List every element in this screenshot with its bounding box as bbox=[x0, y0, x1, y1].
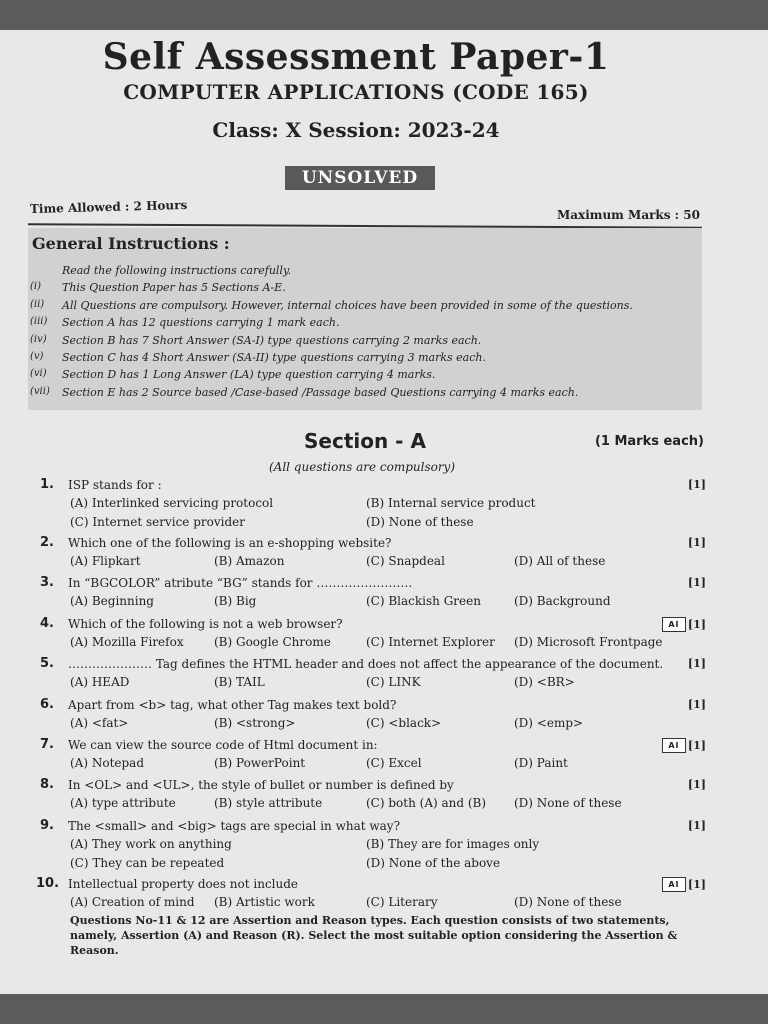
answer-option: (B) Internal service product bbox=[366, 496, 536, 510]
question-item bbox=[0, 876, 768, 916]
marks-value: [1] bbox=[687, 617, 706, 631]
unsolved-badge: UNSOLVED bbox=[285, 166, 435, 190]
instruction-item bbox=[28, 299, 702, 316]
instruction-item bbox=[28, 368, 702, 385]
maximum-marks: Maximum Marks : 50 bbox=[556, 208, 700, 222]
question-text: We can view the source code of Html document in: bbox=[68, 738, 378, 752]
question-marks bbox=[662, 877, 706, 892]
section-marks: (1 Marks each) bbox=[594, 434, 704, 449]
question-item bbox=[0, 697, 768, 737]
answer-option: (D) Paint bbox=[514, 756, 568, 770]
question-text: In <OL> and <UL>, the style of bullet or number is defined by bbox=[68, 778, 454, 793]
answer-option: (B) Big bbox=[214, 594, 257, 609]
question-paper-page bbox=[0, 30, 768, 994]
answer-option: (D) None of these bbox=[514, 796, 622, 811]
answer-option: (D) Background bbox=[514, 594, 611, 609]
instructions-title: General Instructions : bbox=[32, 234, 230, 253]
answer-option: (D) <BR> bbox=[514, 675, 575, 690]
question-marks bbox=[688, 657, 706, 670]
answer-option: (A) Flipkart bbox=[70, 554, 141, 568]
answer-option: (C) They can be repeated bbox=[70, 855, 225, 870]
question-text: In “BGCOLOR” atribute “BG” stands for …………………… bbox=[68, 576, 413, 591]
section-note: (All questions are compulsory) bbox=[268, 460, 456, 474]
marks-value: [1] bbox=[687, 739, 706, 752]
instruction-text: Section B has 7 Short Answer (SA-I) type questions carrying 2 marks each. bbox=[62, 333, 482, 347]
instruction-text: Read the following instructions carefully. bbox=[62, 264, 292, 277]
marks-value: [1] bbox=[687, 576, 706, 590]
answer-option: (B) <strong> bbox=[214, 715, 296, 730]
answer-option: (A) Notepad bbox=[70, 756, 145, 770]
question-item bbox=[0, 575, 768, 615]
instructions-list bbox=[28, 264, 702, 403]
answer-option: (D) <emp> bbox=[514, 715, 584, 730]
section-title: Section - A bbox=[304, 429, 426, 453]
answer-option: (C) Blackish Green bbox=[366, 594, 481, 609]
answer-option: (A) <fat> bbox=[70, 715, 129, 730]
answer-option: (C) both (A) and (B) bbox=[366, 796, 487, 811]
question-marks bbox=[662, 617, 706, 632]
question-item bbox=[0, 535, 768, 575]
question-item bbox=[0, 737, 768, 777]
instruction-text: Section A has 12 questions carrying 1 mark each. bbox=[62, 316, 340, 330]
assertion-reason-note: Questions No-11 & 12 are Assertion and Reason types. Each question consists of two statements, namely, Assertion (A) and Reason (R). Select the most suitable option considering the Assertion & Reason. bbox=[70, 914, 678, 958]
question-number: 8. bbox=[40, 777, 54, 793]
question-number: 3. bbox=[40, 575, 54, 591]
marks-value: [1] bbox=[687, 697, 706, 711]
answer-option: (A) They work on anything bbox=[70, 836, 232, 851]
answer-option: (C) <black> bbox=[366, 715, 442, 730]
question-number: 10. bbox=[36, 875, 60, 891]
answer-option: (C) LINK bbox=[366, 675, 421, 690]
answer-option: (D) All of these bbox=[514, 554, 606, 568]
instruction-number: (vii) bbox=[30, 385, 50, 397]
answer-option: (B) PowerPoint bbox=[214, 756, 306, 770]
answer-option: (C) Literary bbox=[366, 894, 438, 909]
general-instructions-box bbox=[28, 228, 702, 410]
question-item bbox=[0, 616, 768, 656]
ai-badge-icon: AI bbox=[662, 738, 686, 753]
answer-option: (B) Amazon bbox=[214, 554, 285, 568]
instruction-text: This Question Paper has 5 Sections A-E. bbox=[62, 281, 286, 295]
marks-value: [1] bbox=[687, 778, 706, 792]
instruction-item bbox=[28, 334, 702, 351]
instruction-number: (iv) bbox=[30, 333, 47, 345]
answer-option: (A) HEAD bbox=[70, 675, 130, 690]
question-marks bbox=[688, 576, 706, 589]
question-number: 4. bbox=[40, 615, 54, 631]
marks-value: [1] bbox=[687, 657, 706, 671]
marks-value: [1] bbox=[687, 536, 706, 549]
instruction-text: Section E has 2 Source based /Case-based /Passage based Questions carrying 4 marks each. bbox=[62, 385, 579, 399]
class-session: Class: X Session: 2023-24 bbox=[212, 118, 500, 142]
question-number: 1. bbox=[40, 477, 54, 492]
instruction-number: (v) bbox=[30, 350, 44, 362]
instruction-text: Section D has 1 Long Answer (LA) type question carrying 4 marks. bbox=[62, 368, 436, 382]
subject-title: COMPUTER APPLICATIONS (CODE 165) bbox=[123, 80, 589, 104]
instruction-number: (vi) bbox=[30, 368, 47, 380]
question-item bbox=[0, 477, 768, 535]
question-text: ISP stands for : bbox=[68, 478, 162, 492]
question-marks bbox=[688, 478, 706, 491]
answer-option: (A) Creation of mind bbox=[70, 894, 195, 909]
instruction-text: All Questions are compulsory. However, internal choices have been provided in some of the questions. bbox=[62, 298, 633, 312]
instruction-item bbox=[28, 351, 702, 368]
answer-option: (B) Artistic work bbox=[214, 894, 315, 909]
question-number: 9. bbox=[40, 817, 54, 833]
answer-option: (C) Excel bbox=[366, 756, 422, 770]
question-number: 5. bbox=[40, 656, 54, 672]
answer-option: (A) Beginning bbox=[70, 594, 154, 609]
instruction-number: (i) bbox=[30, 281, 42, 293]
answer-option: (A) Interlinked servicing protocol bbox=[70, 496, 274, 510]
ai-badge-icon: AI bbox=[662, 617, 686, 632]
question-text: Which of the following is not a web browser? bbox=[68, 616, 343, 631]
question-item bbox=[0, 818, 768, 876]
question-text: Apart from <b> tag, what other Tag makes text bold? bbox=[68, 697, 397, 712]
instruction-item bbox=[28, 264, 702, 281]
answer-option: (B) TAIL bbox=[214, 675, 265, 690]
question-text: Which one of the following is an e-shopping website? bbox=[68, 536, 392, 550]
answer-option: (D) Microsoft Frontpage bbox=[514, 634, 663, 649]
answer-option: (B) Google Chrome bbox=[214, 634, 331, 649]
question-marks bbox=[688, 778, 706, 791]
question-text: The <small> and <big> tags are special in what way? bbox=[68, 818, 400, 833]
marks-value: [1] bbox=[687, 478, 706, 491]
question-item bbox=[0, 777, 768, 817]
answer-option: (C) Snapdeal bbox=[366, 554, 445, 568]
question-item bbox=[0, 656, 768, 696]
answer-option: (C) Internet service provider bbox=[70, 515, 245, 529]
instruction-number: (iii) bbox=[30, 316, 48, 328]
question-number: 7. bbox=[40, 737, 54, 752]
instruction-item bbox=[28, 281, 702, 298]
answer-option: (B) style attribute bbox=[214, 796, 323, 811]
question-number: 2. bbox=[40, 535, 54, 550]
question-marks bbox=[688, 819, 706, 832]
answer-option: (D) None of these bbox=[514, 894, 622, 909]
marks-value: [1] bbox=[687, 877, 706, 891]
answer-option: (A) type attribute bbox=[70, 796, 176, 811]
answer-option: (D) None of these bbox=[366, 515, 474, 529]
marks-value: [1] bbox=[687, 818, 706, 832]
instruction-item bbox=[28, 386, 702, 403]
instruction-item bbox=[28, 316, 702, 333]
answer-option: (A) Mozilla Firefox bbox=[70, 634, 184, 649]
question-marks bbox=[688, 536, 706, 549]
time-allowed: Time Allowed : 2 Hours bbox=[29, 197, 188, 217]
answer-option: (D) None of the above bbox=[366, 855, 501, 870]
question-text: Intellectual property does not include bbox=[68, 876, 299, 891]
question-marks bbox=[688, 698, 706, 711]
question-marks bbox=[662, 738, 706, 753]
answer-option: (B) They are for images only bbox=[366, 836, 540, 851]
question-text: ………………… Tag defines the HTML header and does not affect the appearance of the document. bbox=[68, 657, 664, 672]
ai-badge-icon: AI bbox=[662, 877, 686, 892]
paper-title: Self Assessment Paper-1 bbox=[102, 36, 610, 78]
answer-option: (C) Internet Explorer bbox=[366, 634, 495, 649]
question-number: 6. bbox=[40, 696, 54, 712]
instruction-text: Section C has 4 Short Answer (SA-II) type questions carrying 3 marks each. bbox=[62, 350, 486, 364]
instruction-number: (ii) bbox=[30, 298, 45, 310]
